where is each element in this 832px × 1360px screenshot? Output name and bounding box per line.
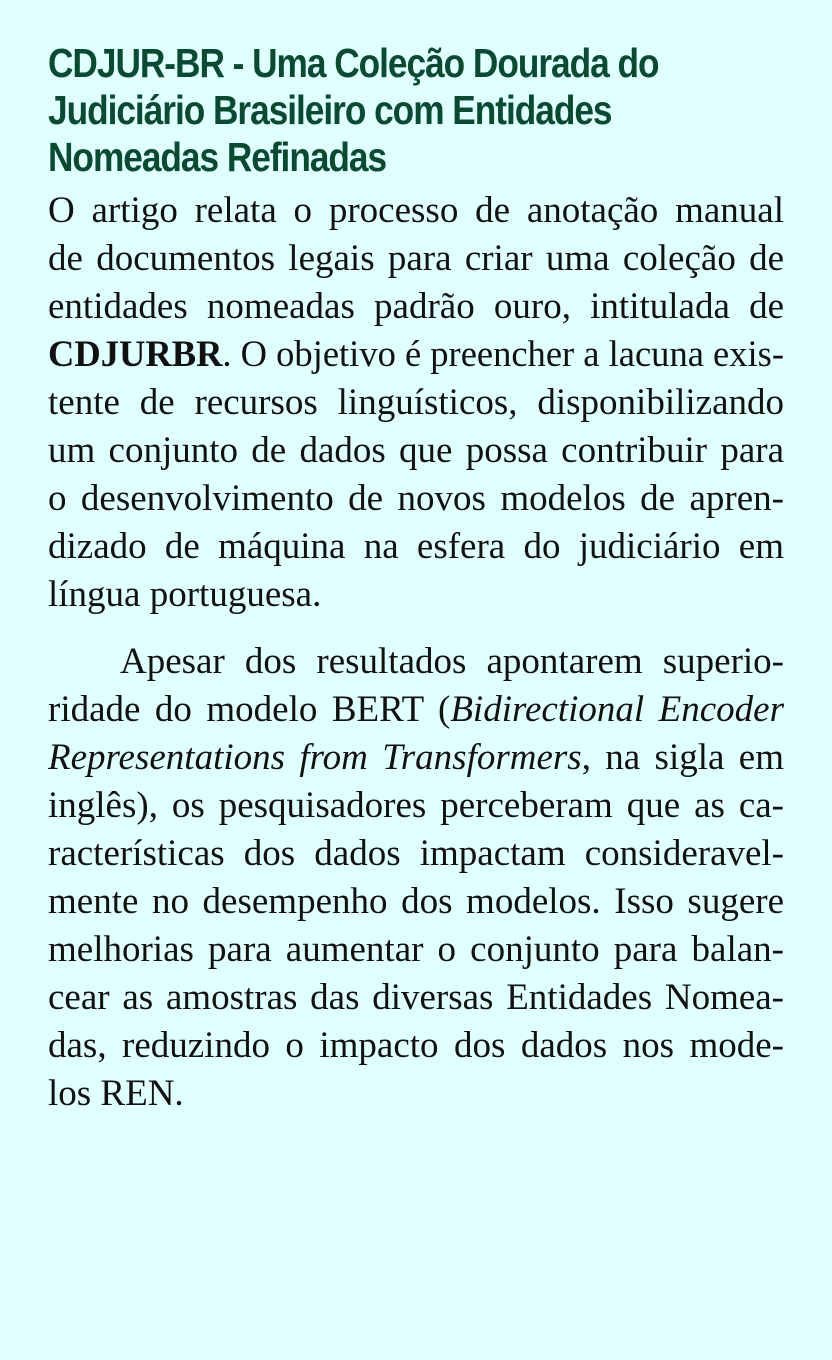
title-line: CDJUR-BR - Uma Coleção Dourada do [48,40,659,86]
article-title [48,0,784,181]
text-line: um conjunto de dados que possa contribuir para [48,430,784,471]
text-line: o desenvolvimento de novos modelos de apren- [48,478,784,519]
text-line [48,686,784,734]
title-line: Judiciário Brasileiro com Entidades [48,87,612,133]
text-fragment: . O objetivo é preencher a lacuna exis- [222,334,785,375]
text-line [48,734,784,782]
title-line: Nomeadas Refinadas [48,134,387,180]
dataset-name-bold: CDJURBR [48,334,223,375]
article [48,0,784,1118]
text-line: tente de recursos linguísticos, disponibilizando [48,382,784,423]
italic-term: Bidirectional Encoder [450,689,784,730]
text-line: entidades nomeadas padrão ouro, intitulada de [48,286,784,327]
text-line [48,331,784,379]
text-fragment: , na sigla em [581,737,784,778]
text-line: Apesar dos resultados apontarem superio- [120,641,784,682]
italic-term: Representations from Transformers [48,737,582,778]
text-line: mente no desempenho dos modelos. Isso sugere [48,881,784,922]
text-line: O artigo relata o processo de anotação manual [48,190,784,231]
text-line: melhorias para aumentar o conjunto para balan- [48,929,784,970]
text-line: racterísticas dos dados impactam consideravel- [48,833,785,874]
paragraph-2 [48,638,784,1118]
text-line: de documentos legais para criar uma coleção de [48,238,785,279]
article-body [48,187,784,1118]
text-line: los REN. [48,1073,184,1114]
text-line: língua portuguesa. [48,574,322,615]
paragraph-1 [48,187,784,619]
text-fragment: ridade do modelo BERT ( [48,689,451,730]
text-line: inglês), os pesquisadores perceberam que as ca- [48,785,784,826]
text-line: das, reduzindo o impacto dos dados nos mode- [48,1025,784,1066]
text-line: cear as amostras das diversas Entidades Nomea- [48,977,785,1018]
text-line: dizado de máquina na esfera do judiciário em [48,526,784,567]
